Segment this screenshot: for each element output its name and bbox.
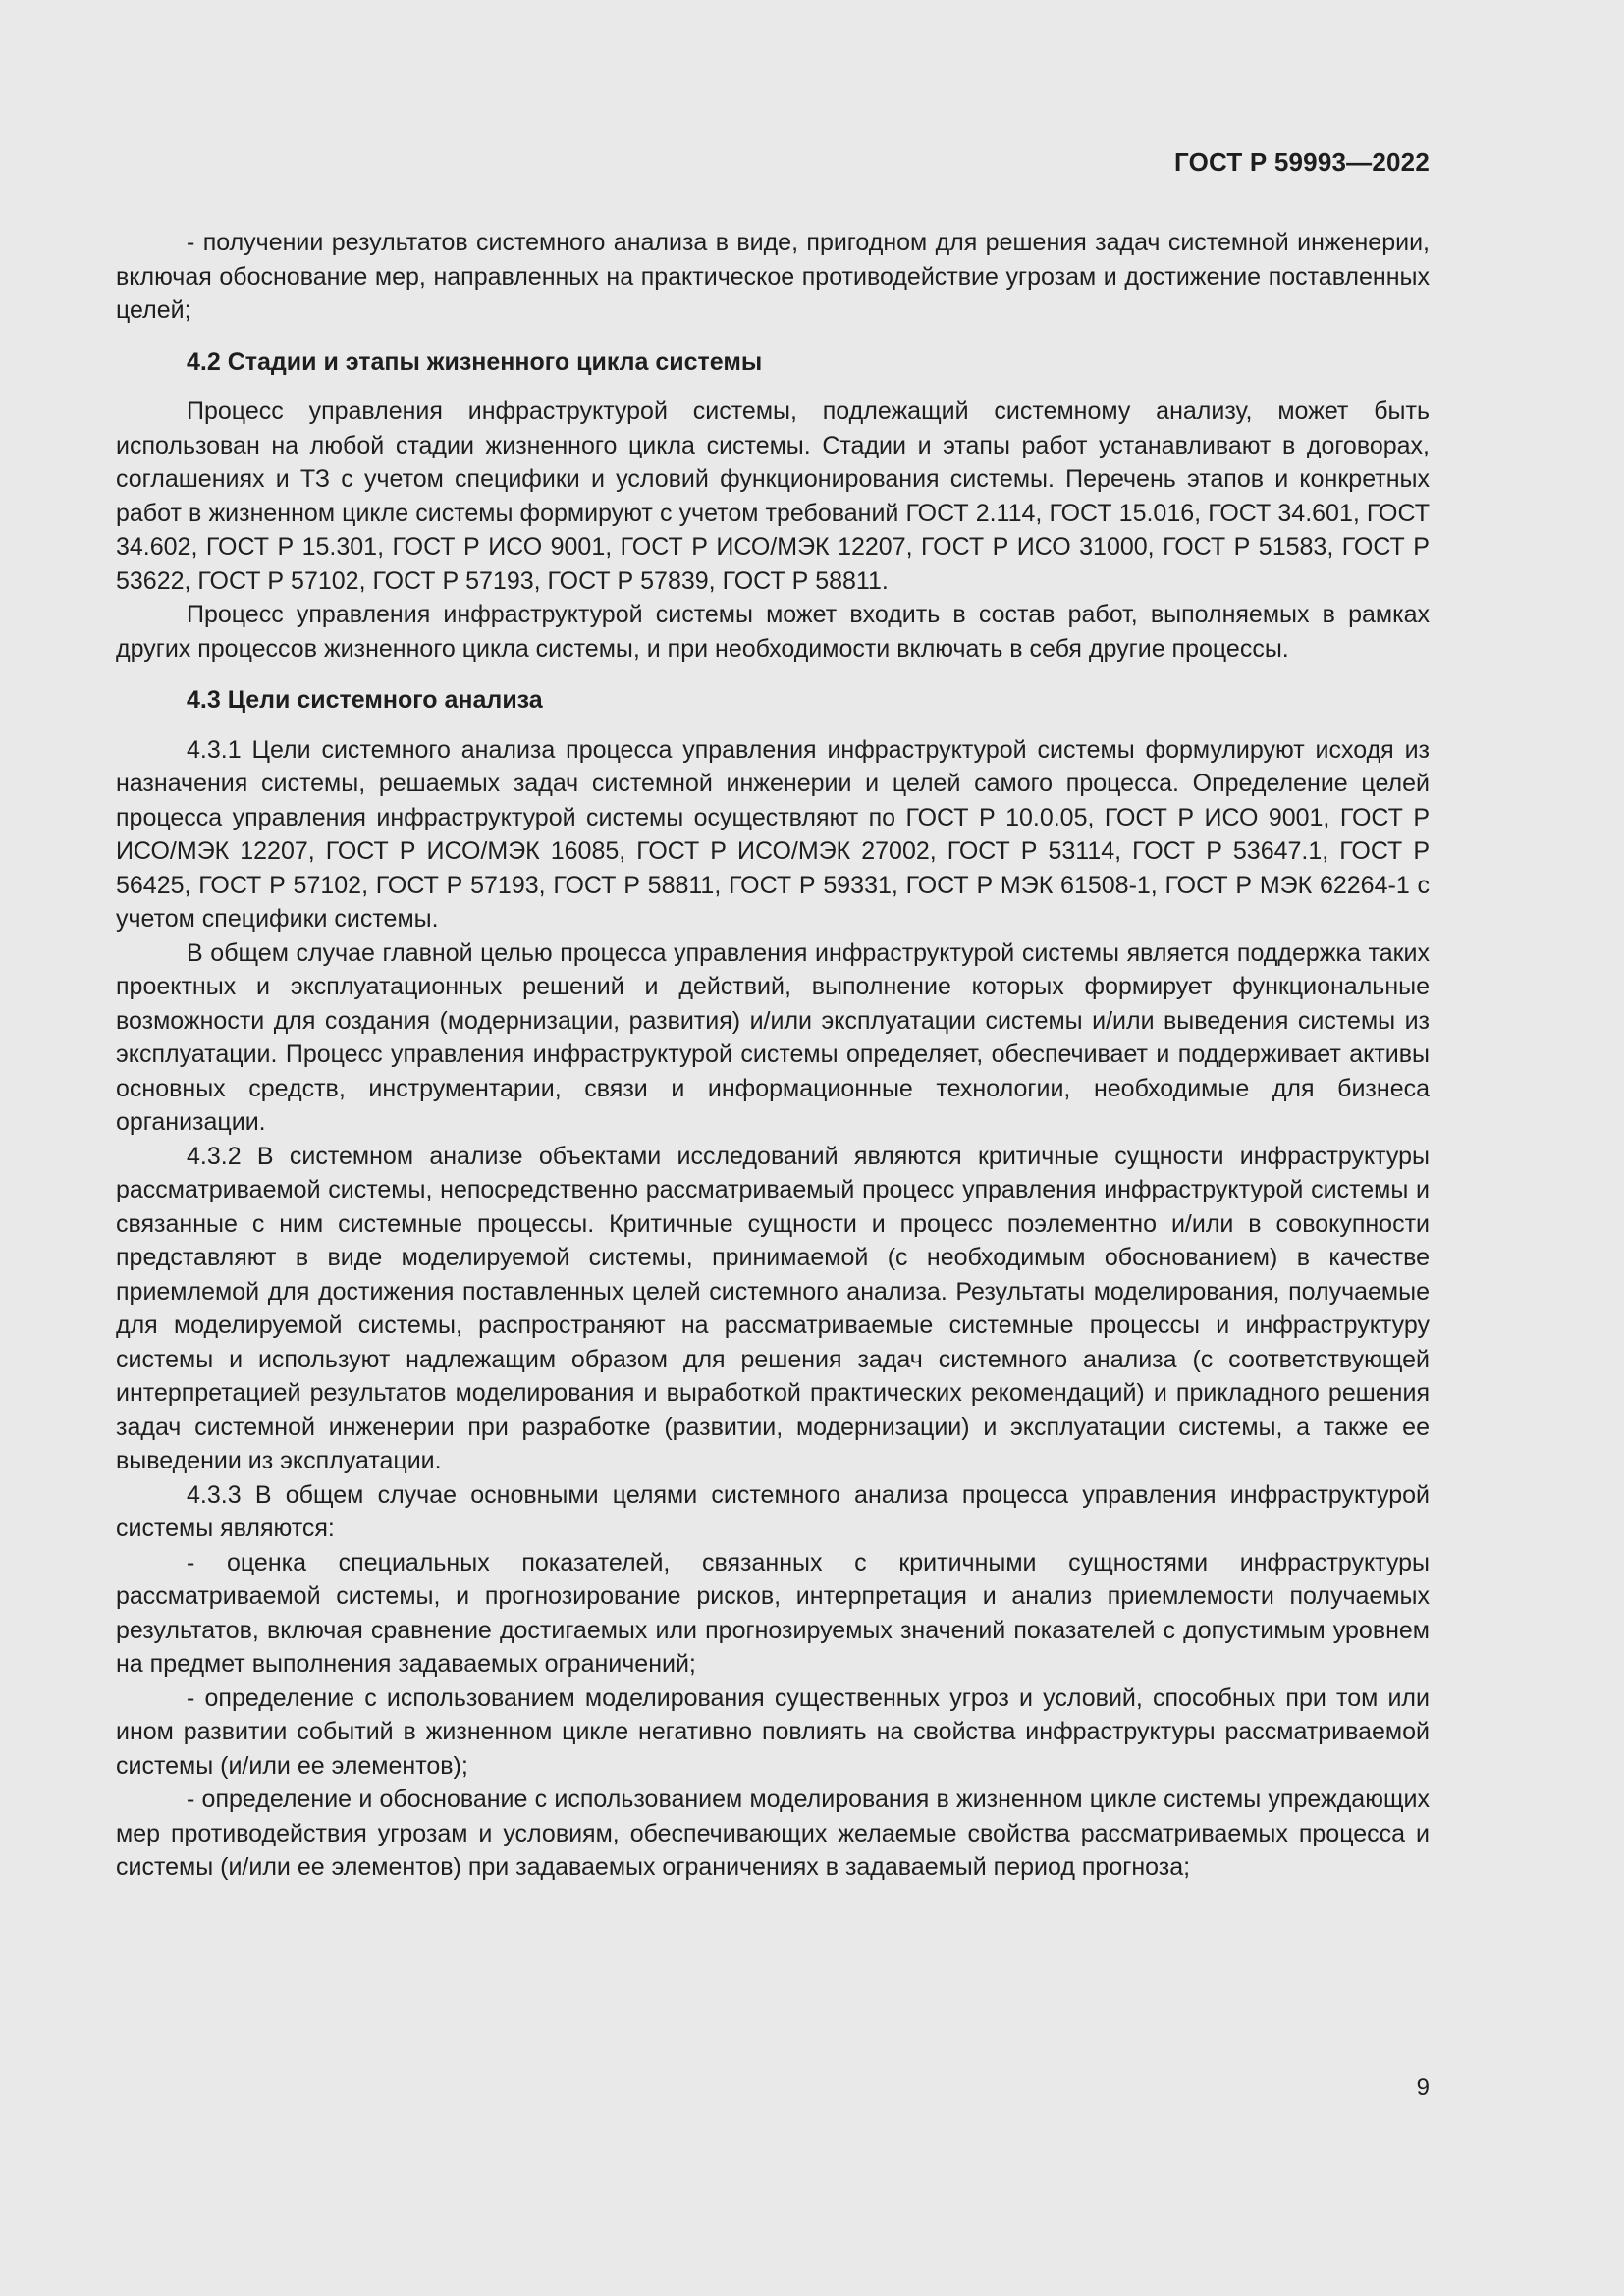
section-heading-4-3: 4.3 Цели системного анализа (187, 686, 543, 714)
clause-4-3-1: 4.3.1 Цели системного анализа процесса управления инфраструктурой системы формулируют исходя из назначения системы, решаемых задач системной инженерии и целей самого процесса. Определение целей процесса управления инфраструктурой системы осуществляют по ГОСТ Р 10.0.05, ГОСТ Р ИСО 9001, ГОСТ Р ИСО/МЭК 12207, ГОСТ Р ИСО/МЭК 16085, ГОСТ Р ИСО/МЭК 27002, ГОСТ Р 53114, ГОСТ Р 53647.1, ГОСТ Р 56425, ГОСТ Р 57102, ГОСТ Р 57193, ГОСТ Р 58811, ГОСТ Р 59331, ГОСТ Р МЭК 61508-1, ГОСТ Р МЭК 62264-1 с учетом специфики системы. (116, 735, 1430, 933)
clause-4-3-2: 4.3.2 В системном анализе объектами исследований являются критичные сущности инфраструктуры рассматриваемой системы, непосредственно рассматриваемый процесс управления инфраструктурой системы и связанные с ним системные процессы. Критичные сущности и процесс поэлементно и/или в совокупности представляют в виде моделируемой системы, принимаемой (с необходимым обоснованием) в качестве приемлемой для достижения поставленных целей системного анализа. Результаты моделирования, получаемые для моделируемой системы, распространяют на рассматриваемые системные процессы и инфраструктуру системы и используют надлежащим образом для решения задач системного анализа (с соответствующей интерпретацией результатов моделирования и выработкой практических рекомендаций) и прикладного решения задач системной инженерии при разработке (развитии, модернизации) и эксплуатации системы, а также ее выведении из эксплуатации. (116, 1142, 1430, 1474)
intro-list-item: - получении результатов системного анализа в виде, пригодном для решения задач системной инженерии, включая обоснование мер, направленных на практическое противодействие угрозам и достижение поставленных целей; (116, 229, 1430, 324)
section-4-2-paragraph-1: Процесс управления инфраструктурой системы, подлежащий системному анализу, может быть использован на любой стадии жизненного цикла системы. Стадии и этапы работ устанавливают в договорах, соглашениях и ТЗ с учетом специфики и условий функционирования системы. Перечень этапов и конкретных работ в жизненном цикле системы формируют с учетом требований ГОСТ 2.114, ГОСТ 15.016, ГОСТ 34.601, ГОСТ 34.602, ГОСТ Р 15.301, ГОСТ Р ИСО 9001, ГОСТ Р ИСО/МЭК 12207, ГОСТ Р ИСО 31000, ГОСТ Р 51583, ГОСТ Р 53622, ГОСТ Р 57102, ГОСТ Р 57193, ГОСТ Р 57839, ГОСТ Р 58811. (116, 398, 1430, 595)
page-number: 9 (1416, 2074, 1430, 2101)
section-4-2-paragraph-2: Процесс управления инфраструктурой системы может входить в состав работ, выполняемых в рамках других процессов жизненного цикла системы, и при необходимости включать в себя другие процессы. (116, 601, 1430, 663)
clause-4-3-3: 4.3.3 В общем случае основными целями системного анализа процесса управления инфраструктурой системы являются: (116, 1480, 1430, 1542)
list-item: - оценка специальных показателей, связанных с критичными сущностями инфраструктуры рассматриваемой системы, и прогнозирование рисков, интерпретация и анализ приемлемости получаемых результатов, включая сравнение достигаемых или прогнозируемых значений показателей с допустимым уровнем на предмет выполнения задаваемых ограничений; (116, 1548, 1430, 1678)
document-header: ГОСТ Р 59993—2022 (1174, 147, 1430, 177)
document-body (116, 226, 1430, 1885)
list-item: - определение с использованием моделирования существенных угроз и условий, способных при том или ином развитии событий в жизненном цикле негативно повлиять на свойства инфраструктуры рассматриваемой системы (и/или ее элементов); (116, 1683, 1430, 1780)
section-heading-4-2: 4.2 Стадии и этапы жизненного цикла системы (187, 347, 763, 376)
clause-4-3-1-general: В общем случае главной целью процесса управления инфраструктурой системы является поддержка таких проектных и эксплуатационных решений и действий, выполнение которых формирует функциональные возможности для создания (модернизации, развития) и/или эксплуатации системы и/или выведения системы из эксплуатации. Процесс управления инфраструктурой системы определяет, обеспечивает и поддерживает активы основных средств, инструментарии, связи и информационные технологии, необходимые для бизнеса организации. (116, 938, 1430, 1136)
list-item: - определение и обоснование с использованием моделирования в жизненном цикле системы упреждающих мер противодействия угрозам и условиям, обеспечивающих желаемые свойства рассматриваемых процесса и системы (и/или ее элементов) при задаваемых ограничениях в задаваемый период прогноза; (116, 1786, 1430, 1881)
